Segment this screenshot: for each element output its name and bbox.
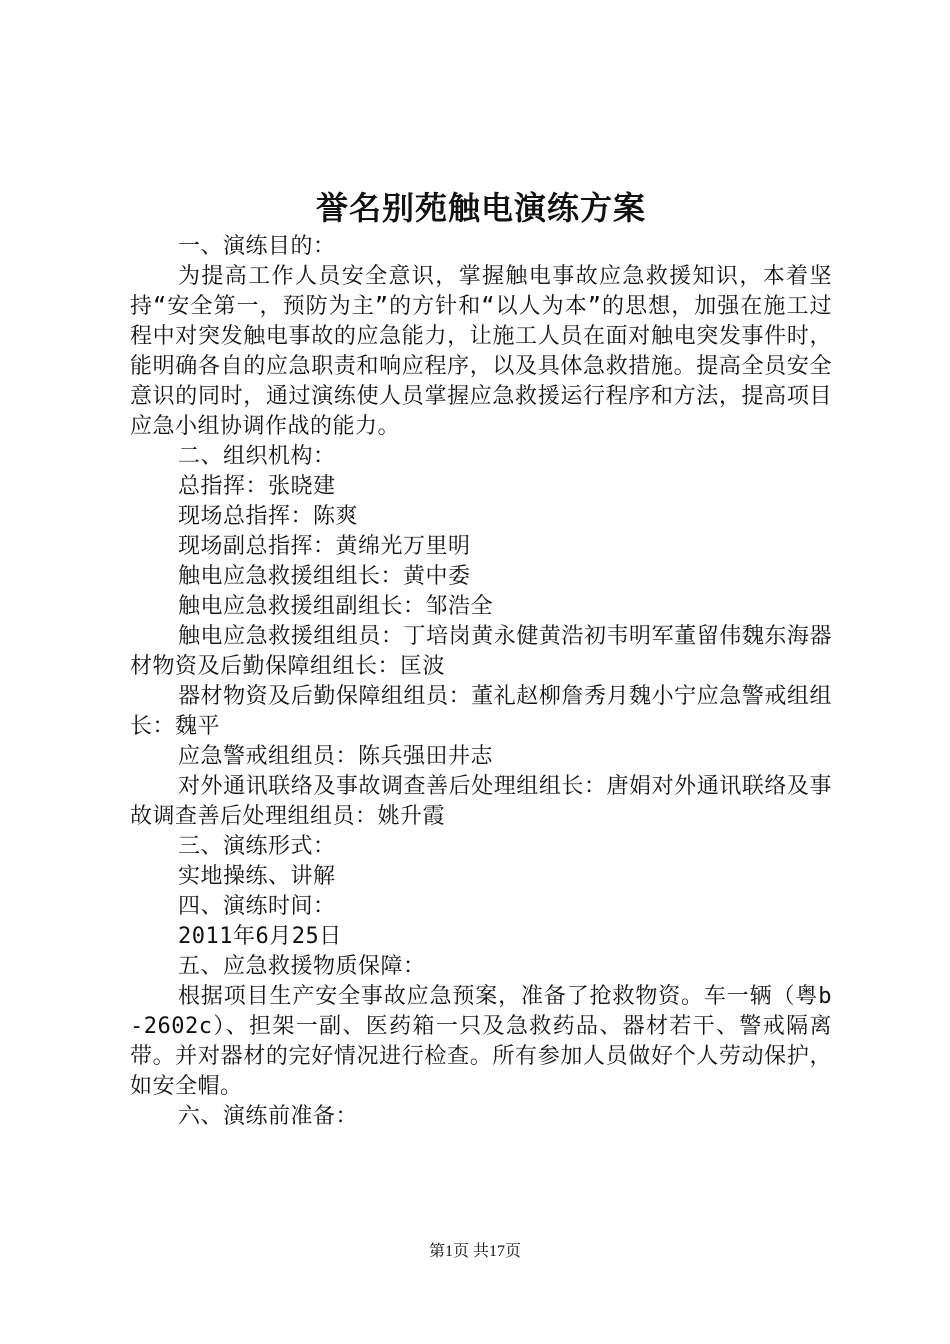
document-title: 誉名别苑触电演练方案 [315,189,646,227]
paragraph: 2011年6月25日 [178,924,342,949]
document-body [130,232,832,1132]
paragraph: 总指挥：张晓建 [178,474,336,499]
paragraph: 现场总指挥：陈爽 [178,504,359,529]
paragraph: 三、演练形式： [178,834,336,859]
paragraph: 为提高工作人员安全意识，掌握触电事故应急救援知识，本着坚持“安全第一，预防为主”的方针和“以人为本”的思想，加强在施工过程中对突发触电事故的应急能力，让施工人员在面对触电突发事件时，能明确各自的应急职责和响应程序，以及具体急救措施。提高全员安全意识的同时，通过演练使人员掌握应急救援运行程序和方法，提高项目应急小组协调作战的能力。 [130,264,832,439]
paragraph: 应急警戒组组员：陈兵强田井志 [178,744,494,769]
paragraph: 五、应急救援物质保障： [178,954,426,979]
paragraph: 二、组织机构： [178,444,336,469]
page-footer: 第1页 共17页 [428,1243,521,1260]
paragraph: 触电应急救援组组员：丁培岗黄永健黄浩初韦明军董留伟魏东海器材物资及后勤保障组组长：匡波 [130,624,832,679]
paragraph: 触电应急救援组副组长：邹浩全 [178,594,494,619]
paragraph: 实地操练、讲解 [178,864,336,889]
paragraph: 根据项目生产安全事故应急预案，准备了抢救物资。车一辆（粤b-2602c）、担架一副、医药箱一只及急救药品、器材若干、警戒隔离带。并对器材的完好情况进行检查。所有参加人员做好个人劳动保护，如安全帽。 [130,984,832,1099]
paragraph: 器材物资及后勤保障组组员：董礼赵柳詹秀月魏小宁应急警戒组组长：魏平 [130,684,832,739]
paragraph: 对外通讯联络及事故调查善后处理组组长：唐娟对外通讯联络及事故调查善后处理组组员：姚升霞 [130,774,832,829]
paragraph: 六、演练前准备： [178,1104,359,1129]
paragraph: 触电应急救援组组长：黄中委 [178,564,471,589]
paragraph: 现场副总指挥：黄绵光万里明 [178,534,471,559]
paragraph: 四、演练时间： [178,894,336,919]
paragraph: 一、演练目的： [178,234,336,259]
